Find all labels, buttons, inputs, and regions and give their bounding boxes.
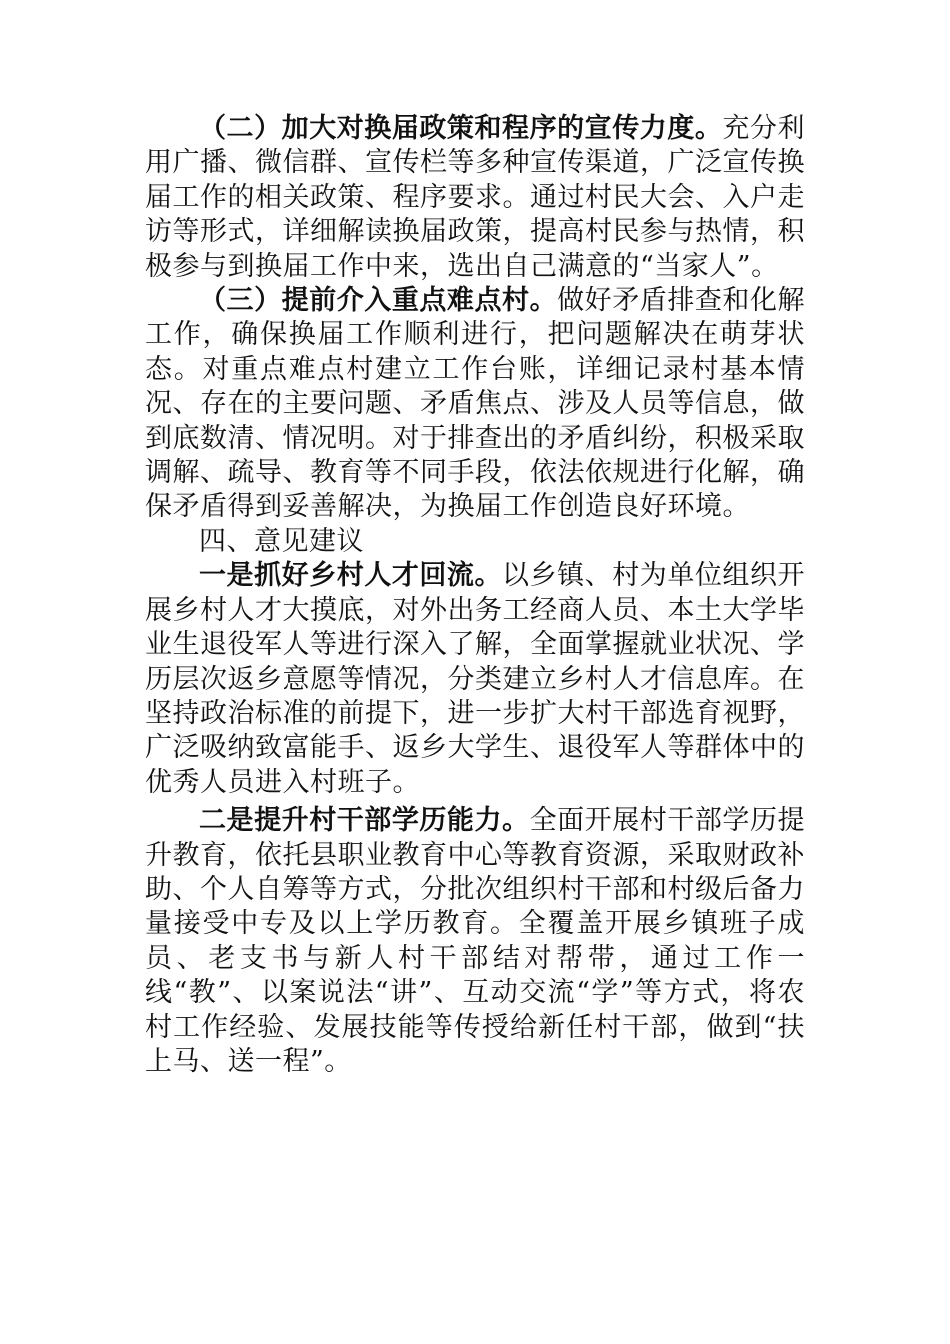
paragraph-lead: 一是抓好乡村人才回流。 [199, 560, 503, 592]
paragraph-lead: （二）加大对换届政策和程序的宣传力度。 [199, 113, 723, 144]
paragraph-lead: （三）提前介入重点难点村。 [199, 285, 558, 317]
paragraph-text: 以乡镇、村为单位组织开展乡村人才大摸底，对外出务工经商人员、本土大学毕业生退役军人等进行深入了解，全面掌握就业状况、学历层次返乡意愿等情况，分类建立乡村人才信息库。在坚持政治标准的前提下，进一步扩大村干部选育视野，广泛吸纳致富能手、返乡大学生、退役军人等群体中的优秀人员进入村班子。 [145, 560, 806, 798]
paragraph-text: 做好矛盾排查和化解工作，确保换届工作顺利进行，把问题解决在萌芽状态。对重点难点村建立工作台账，详细记录村基本情况、存在的主要问题、矛盾焦点、涉及人员等信息，做到底数清、情况明。对于排查出的矛盾纠纷，积极采取调解、疏导、教育等不同手段，依法依规进行化解，确保矛盾得到妥善解决，为换届工作创造良好环境。 [145, 285, 806, 523]
paragraph-cadre-education [145, 804, 805, 1079]
paragraph-key-villages [145, 284, 805, 525]
paragraph-text: 充分利用广播、微信群、宣传栏等多种宣传渠道，广泛宣传换届工作的相关政策、程序要求。通过村民大会、入户走访等形式，详细解读换届政策，提高村民参与热情，积极参与到换届工作中来，选出自己满意的“当家人”。 [145, 113, 806, 282]
document-page [145, 112, 805, 1079]
paragraph-text: 全面开展村干部学历提升教育，依托县职业教育中心等教育资源，采取财政补助、个人自筹等方式，分批次组织村干部和村级后备力量接受中专及以上学历教育。全覆盖开展乡镇班子成员、老支书与新人村干部结对帮带，通过工作一线“教”、以案说法“讲”、互动交流“学”等方式，将农村工作经验、发展技能等传授给新任村干部，做到“扶上马、送一程”。 [145, 805, 806, 1077]
paragraph-publicity [145, 112, 805, 284]
paragraph-talent-return [145, 559, 805, 800]
paragraph-lead: 二是提升村干部学历能力。 [199, 805, 530, 837]
section-heading: 四、意见建议 [199, 525, 364, 557]
